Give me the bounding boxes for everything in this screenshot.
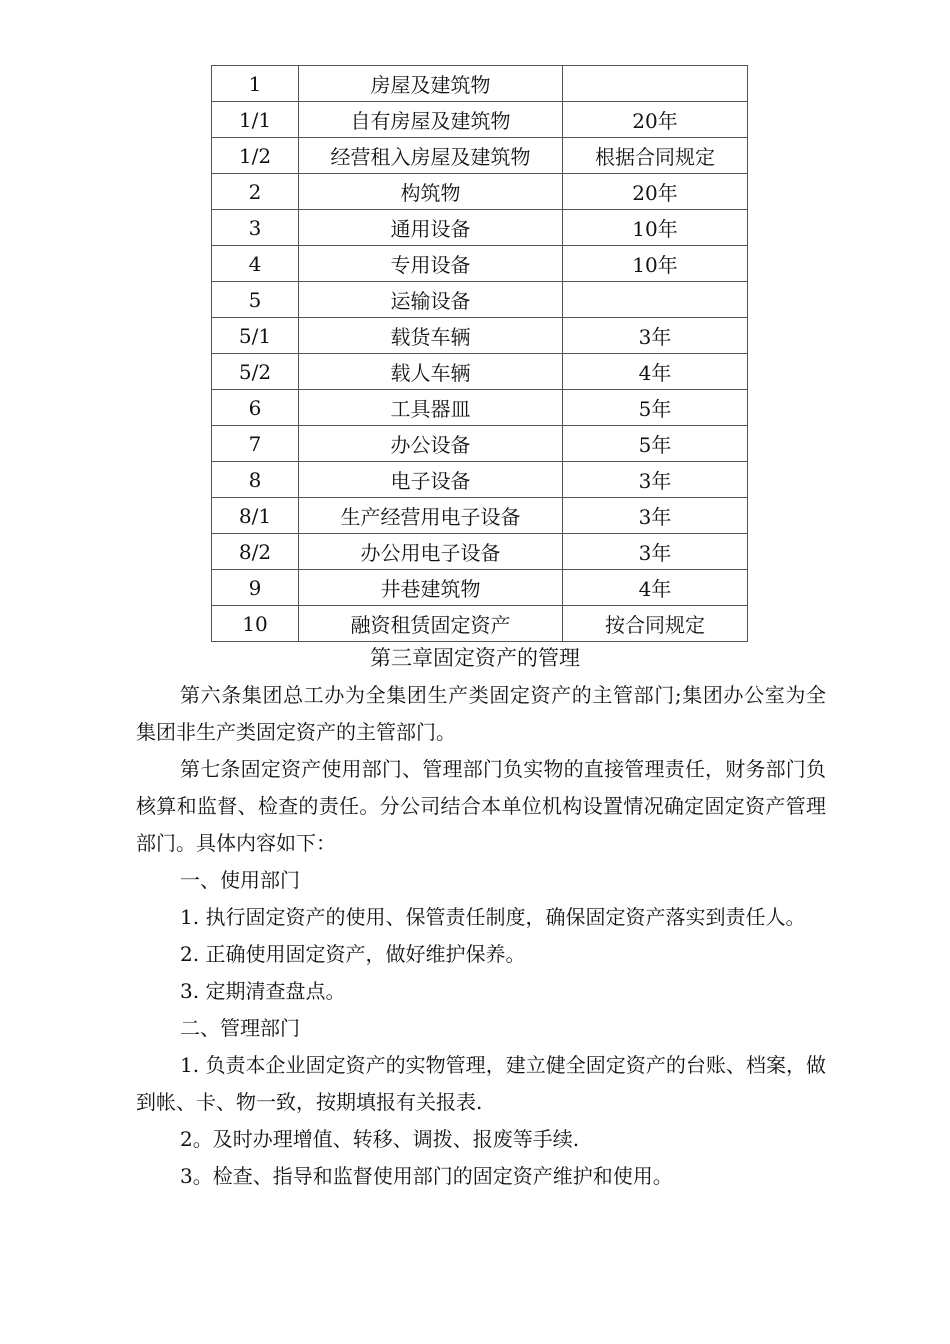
table-row <box>212 498 748 534</box>
table-cell-number: 8 <box>212 462 299 498</box>
table-cell-number: 5/2 <box>212 354 299 390</box>
table-cell-number: 1/2 <box>212 138 299 174</box>
table-row <box>212 282 748 318</box>
table-cell-category: 载货车辆 <box>299 318 563 354</box>
table-cell-number: 1/1 <box>212 102 299 138</box>
table-cell-number: 2 <box>212 174 299 210</box>
table-row <box>212 66 748 102</box>
table-cell-years: 3年 <box>563 498 748 534</box>
table-cell-years: 3年 <box>563 534 748 570</box>
table-cell-category: 办公设备 <box>299 426 563 462</box>
table-cell-years: 按合同规定 <box>563 606 748 642</box>
table-cell-years: 5年 <box>563 390 748 426</box>
table-row <box>212 462 748 498</box>
table-cell-number: 5/1 <box>212 318 299 354</box>
list-item: 3. 定期清查盘点。 <box>180 979 346 1003</box>
table-cell-category: 经营租入房屋及建筑物 <box>299 138 563 174</box>
section-heading-usage-dept: 一、使用部门 <box>180 868 300 892</box>
table-cell-category: 专用设备 <box>299 246 563 282</box>
list-item: 2。及时办理增值、转移、调拨、报废等手续. <box>180 1127 580 1151</box>
table-cell-category: 工具器皿 <box>299 390 563 426</box>
table-row <box>212 534 748 570</box>
table-row <box>212 246 748 282</box>
paragraph-article-6: 第六条集团总工办为全集团生产类固定资产的主管部门;集团办公室为全集团非生产类固定资产的主管部门。 <box>136 683 826 744</box>
section-heading-management-dept: 二、管理部门 <box>180 1016 300 1040</box>
chapter-title: 第三章固定资产的管理 <box>370 646 580 670</box>
table-row <box>212 390 748 426</box>
list-item: 3。检查、指导和监督使用部门的固定资产维护和使用。 <box>180 1164 673 1188</box>
table-cell-number: 6 <box>212 390 299 426</box>
depreciation-table-body <box>212 66 748 642</box>
table-row <box>212 570 748 606</box>
table-cell-category: 自有房屋及建筑物 <box>299 102 563 138</box>
table-row <box>212 354 748 390</box>
table-row <box>212 174 748 210</box>
table-cell-years: 4年 <box>563 570 748 606</box>
table-cell-number: 1 <box>212 66 299 102</box>
table-cell-years: 5年 <box>563 426 748 462</box>
table-cell-years: 3年 <box>563 318 748 354</box>
table-cell-years: 4年 <box>563 354 748 390</box>
table-cell-category: 通用设备 <box>299 210 563 246</box>
depreciation-table <box>211 65 748 642</box>
list-item: 2. 正确使用固定资产，做好维护保养。 <box>180 942 526 966</box>
table-cell-number: 10 <box>212 606 299 642</box>
list-item: 1. 负责本企业固定资产的实物管理，建立健全固定资产的台账、档案，做到帐、卡、物一致，按期填报有关报表. <box>136 1053 826 1114</box>
table-cell-category: 融资租赁固定资产 <box>299 606 563 642</box>
table-cell-category: 载人车辆 <box>299 354 563 390</box>
paragraph-article-7: 第七条固定资产使用部门、管理部门负实物的直接管理责任，财务部门负核算和监督、检查的责任。分公司结合本单位机构设置情况确定固定资产管理部门。具体内容如下： <box>136 757 826 855</box>
table-cell-number: 8/2 <box>212 534 299 570</box>
table-cell-category: 生产经营用电子设备 <box>299 498 563 534</box>
table-cell-number: 8/1 <box>212 498 299 534</box>
table-cell-category: 运输设备 <box>299 282 563 318</box>
table-row <box>212 138 748 174</box>
table-cell-number: 4 <box>212 246 299 282</box>
table-cell-years: 3年 <box>563 462 748 498</box>
table-cell-number: 5 <box>212 282 299 318</box>
table-cell-category: 构筑物 <box>299 174 563 210</box>
table-cell-number: 9 <box>212 570 299 606</box>
table-cell-years: 20年 <box>563 102 748 138</box>
table-cell-years: 20年 <box>563 174 748 210</box>
table-cell-number: 7 <box>212 426 299 462</box>
table-cell-years <box>563 282 748 318</box>
table-cell-number: 3 <box>212 210 299 246</box>
table-cell-years <box>563 66 748 102</box>
table-cell-category: 电子设备 <box>299 462 563 498</box>
list-item: 1. 执行固定资产的使用、保管责任制度，确保固定资产落实到责任人。 <box>180 905 806 929</box>
table-cell-category: 井巷建筑物 <box>299 570 563 606</box>
table-row <box>212 606 748 642</box>
table-cell-category: 办公用电子设备 <box>299 534 563 570</box>
body-text <box>136 677 826 1195</box>
table-row <box>212 210 748 246</box>
table-cell-years: 根据合同规定 <box>563 138 748 174</box>
table-row <box>212 318 748 354</box>
table-row <box>212 102 748 138</box>
table-row <box>212 426 748 462</box>
table-cell-category: 房屋及建筑物 <box>299 66 563 102</box>
table-cell-years: 10年 <box>563 210 748 246</box>
table-cell-years: 10年 <box>563 246 748 282</box>
